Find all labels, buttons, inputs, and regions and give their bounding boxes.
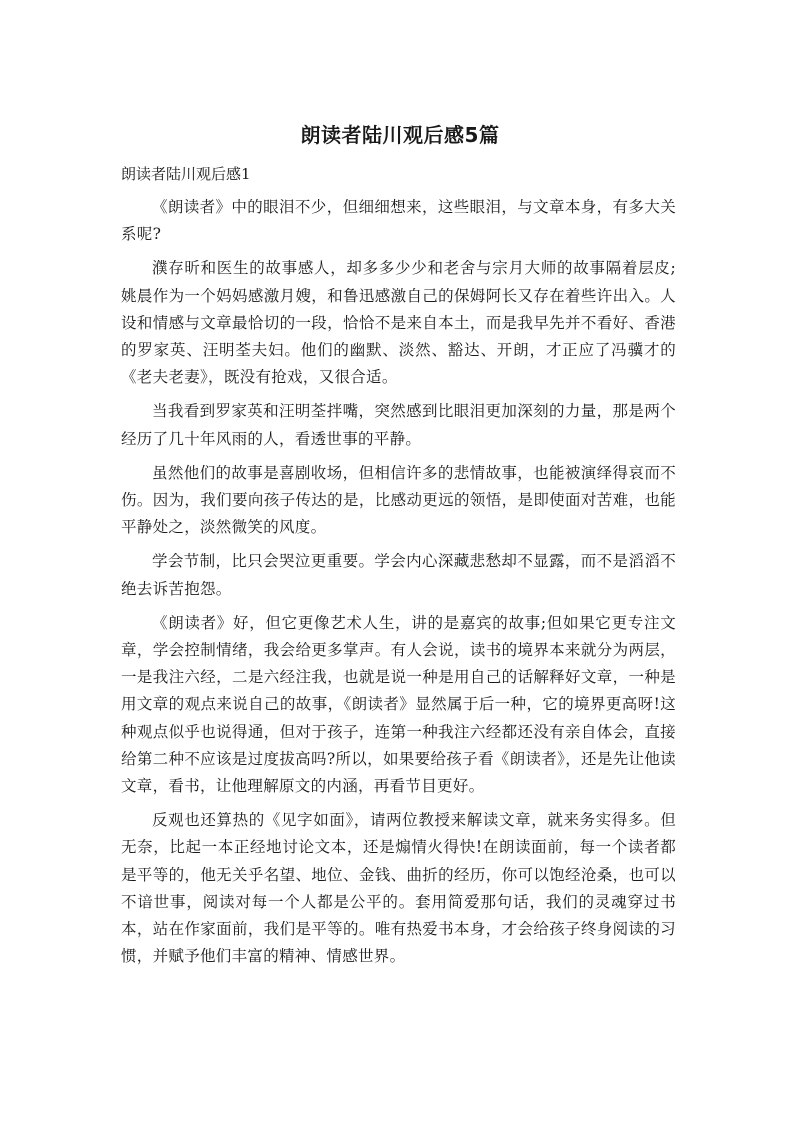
paragraph-3: 当我看到罗家英和汪明荃拌嘴，突然感到比眼泪更加深刻的力量，那是两个经历了几十年风雨的人，看透世事的平静。 — [121, 402, 676, 448]
section-subtitle: 朗读者陆川观后感1 — [121, 165, 251, 183]
paragraph-5: 学会节制，比只会哭泣更重要。学会内心深藏悲愁却不显露，而不是滔滔不绝去诉苦抱怨。 — [121, 552, 676, 598]
paragraph-1: 《朗读者》中的眼泪不少，但细细想来，这些眼泪，与文章本身，有多大关系呢? — [121, 198, 676, 244]
document-body — [121, 194, 676, 977]
paragraph-7: 反观也还算热的《见字如面》，请两位教授来解读文章，就来务实得多。但无奈，比起一本正经地讨论文本，还是煽情火得快!在朗读面前，每一个读者都是平等的，他无关乎名望、地位、金钱、曲折的经历，你可以饱经沧桑，也可以不谙世事，阅读对每一个人都是公平的。套用简爱那句话，我们的灵魂穿过书本，站在作家面前，我们是平等的。唯有热爱书本身，才会给孩子终身阅读的习惯，并赋予他们丰富的精神、情感世界。 — [121, 811, 676, 966]
paragraph-2: 濮存昕和医生的故事感人，却多多少少和老舍与宗月大师的故事隔着层皮;姚晨作为一个妈妈感激月嫂，和鲁迅感激自己的保姆阿长又存在着些许出入。人设和情感与文章最恰切的一段，恰恰不是来自本土，而是我早先并不看好、香港的罗家英、汪明荃夫妇。他们的幽默、淡然、豁达、开朗，才正应了冯骥才的《老夫老妻》，既没有抢戏，又很合适。 — [121, 259, 676, 387]
paragraph-4: 虽然他们的故事是喜剧收场，但相信许多的悲情故事，也能被演绎得哀而不伤。因为，我们要向孩子传达的是，比感动更远的领悟，是即使面对苦难，也能平静处之，淡然微笑的风度。 — [121, 463, 676, 537]
paragraph-6: 《朗读者》好，但它更像艺术人生，讲的是嘉宾的故事;但如果它更专注文章，学会控制情绪，我会给更多掌声。有人会说，读书的境界本来就分为两层，一是我注六经，二是六经注我，也就是说一种是用自己的话解释好文章，一种是用文章的观点来说自己的故事，《朗读者》显然属于后一种，它的境界更高呀!这种观点似乎也说得通，但对于孩子，连第一种我注六经都还没有亲自体会，直接给第二种不应该是过度拔高吗?所以，如果要给孩子看《朗读者》，还是先让他读文章，看书，让他理解原文的内涵，再看节目更好。 — [121, 613, 676, 796]
document-title: 朗读者陆川观后感5篇 — [300, 123, 500, 147]
